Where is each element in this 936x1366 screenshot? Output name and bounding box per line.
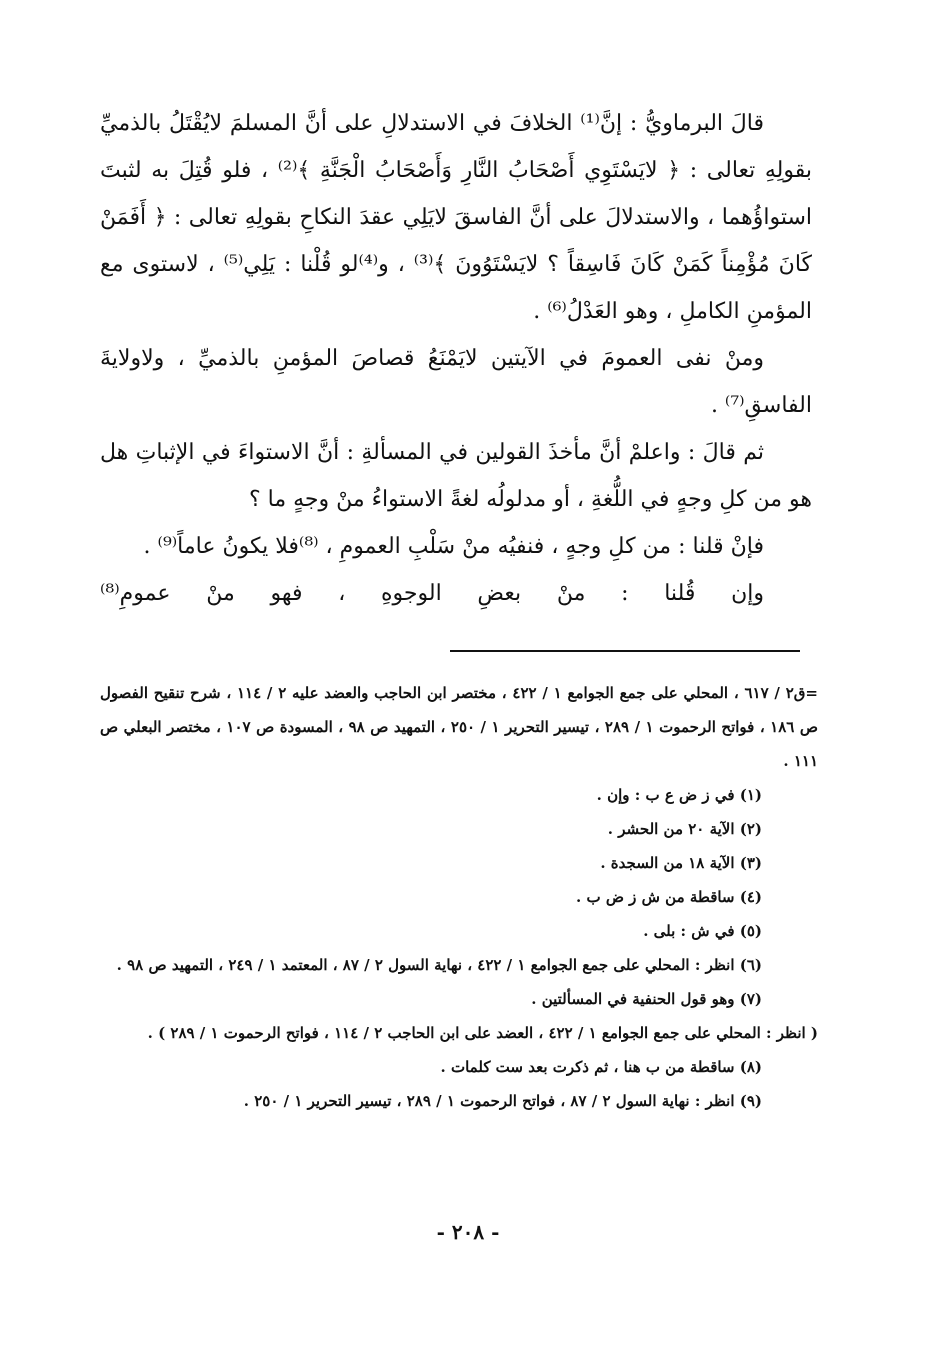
page-number: - ٢٠٨ - — [436, 1220, 500, 1244]
paragraph-4: فإنْ قلنا : من كلِ وجهٍ ، فنفيُه منْ سَلْبِ العمومِ ، ⁽⁸⁾فلا يكونُ عاماً⁽⁹⁾ . — [143, 534, 764, 559]
footnote-divider — [450, 650, 800, 652]
footnote-6: (٦) انظر : المحلي على جمع الجوامع ١ / ٤٢٢ ، نهاية السول ٢ / ٨٧ ، المعتمد ١ / ٢٤٩ ، التمهيد ص ٩٨ . — [116, 956, 762, 974]
paragraph-5: وإن قُلنا : منْ بعضِ الوجوهِ ، فهو منْ عمومِ⁽⁸⁾ — [100, 581, 764, 606]
footnote-8: (٨) ساقطة من ب هنا ، ثم ذكرت بعد ست كلمات . — [440, 1058, 762, 1076]
paragraph-3: ثم قالَ : واعلمْ أنَّ مأخذَ القولين في المسألةِ : أنَّ الاستواءَ في الإثباتِ هل هو من كلِ وجهٍ في اللُّغةِ ، أو مدلولُه لغةً الاستواءُ منْ وجهٍ ما ؟ — [100, 440, 812, 512]
footnote-3: (٣) الآية ١٨ من السجدة . — [600, 854, 762, 872]
footnote-7-reference: ( انظر : المحلي على جمع الجوامع ١ / ٤٢٢ ، العضد على ابن الحاجب ٢ / ١١٤ ، فواتح الرحموت ١ / ٢٨٩ ) . — [147, 1024, 818, 1042]
footnotes — [100, 676, 818, 1118]
main-text — [100, 100, 812, 617]
footnote-5: (٥) في ش : بلى . — [643, 922, 762, 940]
footnote-4: (٤) ساقطة من ش ز ض ب . — [576, 888, 762, 906]
footnote-continuation: =ق٢ / ٦١٧ ، المحلي على جمع الجوامع ١ / ٤٢٢ ، مختصر ابن الحاجب والعضد عليه ٢ / ١١٤ ، شرح تنقيح الفصول ص ١٨٦ ، فواتح الرحموت ١ / ٢٨٩ ، تيسير التحرير ١ / ٢٥٠ ، التمهيد ص ٩٨ ، المسودة ص ١٠٧ ، مختصر البعلي ص ١١١ . — [100, 684, 818, 770]
paragraph-1: قالَ البرماويُّ : إنَّ⁽¹⁾ الخلافَ في الاستدلالِ على أنَّ المسلمَ لايُقْتَلُ بالذميِّ بقولِهِ تعالى : ﴿ لايَسْتَوِي أَصْحَابُ النَّارِ وَأَصْحَابُ الْجَنَّةِ ﴾⁽²⁾ ، فلو قُتِلَ به لثبتَ استواؤُهما ، والاستدلالَ على أنَّ الفاسقَ لايَلِي عقدَ النكاحِ بقولِهِ تعالى : ﴿ أَفَمَنْ كَانَ مُؤْمِناً كَمَنْ كَانَ فَاسِقاً ؟ لايَسْتَوُونَ ﴾⁽³⁾ ، و⁽⁴⁾لو قُلْنا : يَلِي⁽⁵⁾ ، لاستوى مع المؤمنِ الكاملِ ، وهو العَدْلُ⁽⁶⁾ . — [100, 111, 813, 324]
footnote-7: (٧) وهو قول الحنفية في المسألتين . — [531, 990, 762, 1008]
footnote-1: (١) في ز ض ع ب : وإن . — [596, 786, 762, 804]
footnote-2: (٢) الآية ٢٠ من الحشر . — [607, 820, 762, 838]
paragraph-2: ومنْ نفى العمومَ في الآيتين لايَمْنَعُ قصاصَ المؤمنِ بالذميِّ ، ولاولايةَ الفاسقِ⁽⁷⁾ . — [100, 346, 812, 418]
footnote-9: (٩) انظر : نهاية السول ٢ / ٨٧ ، فواتح الرحموت ١ / ٢٨٩ ، تيسير التحرير ١ / ٢٥٠ . — [243, 1092, 762, 1110]
